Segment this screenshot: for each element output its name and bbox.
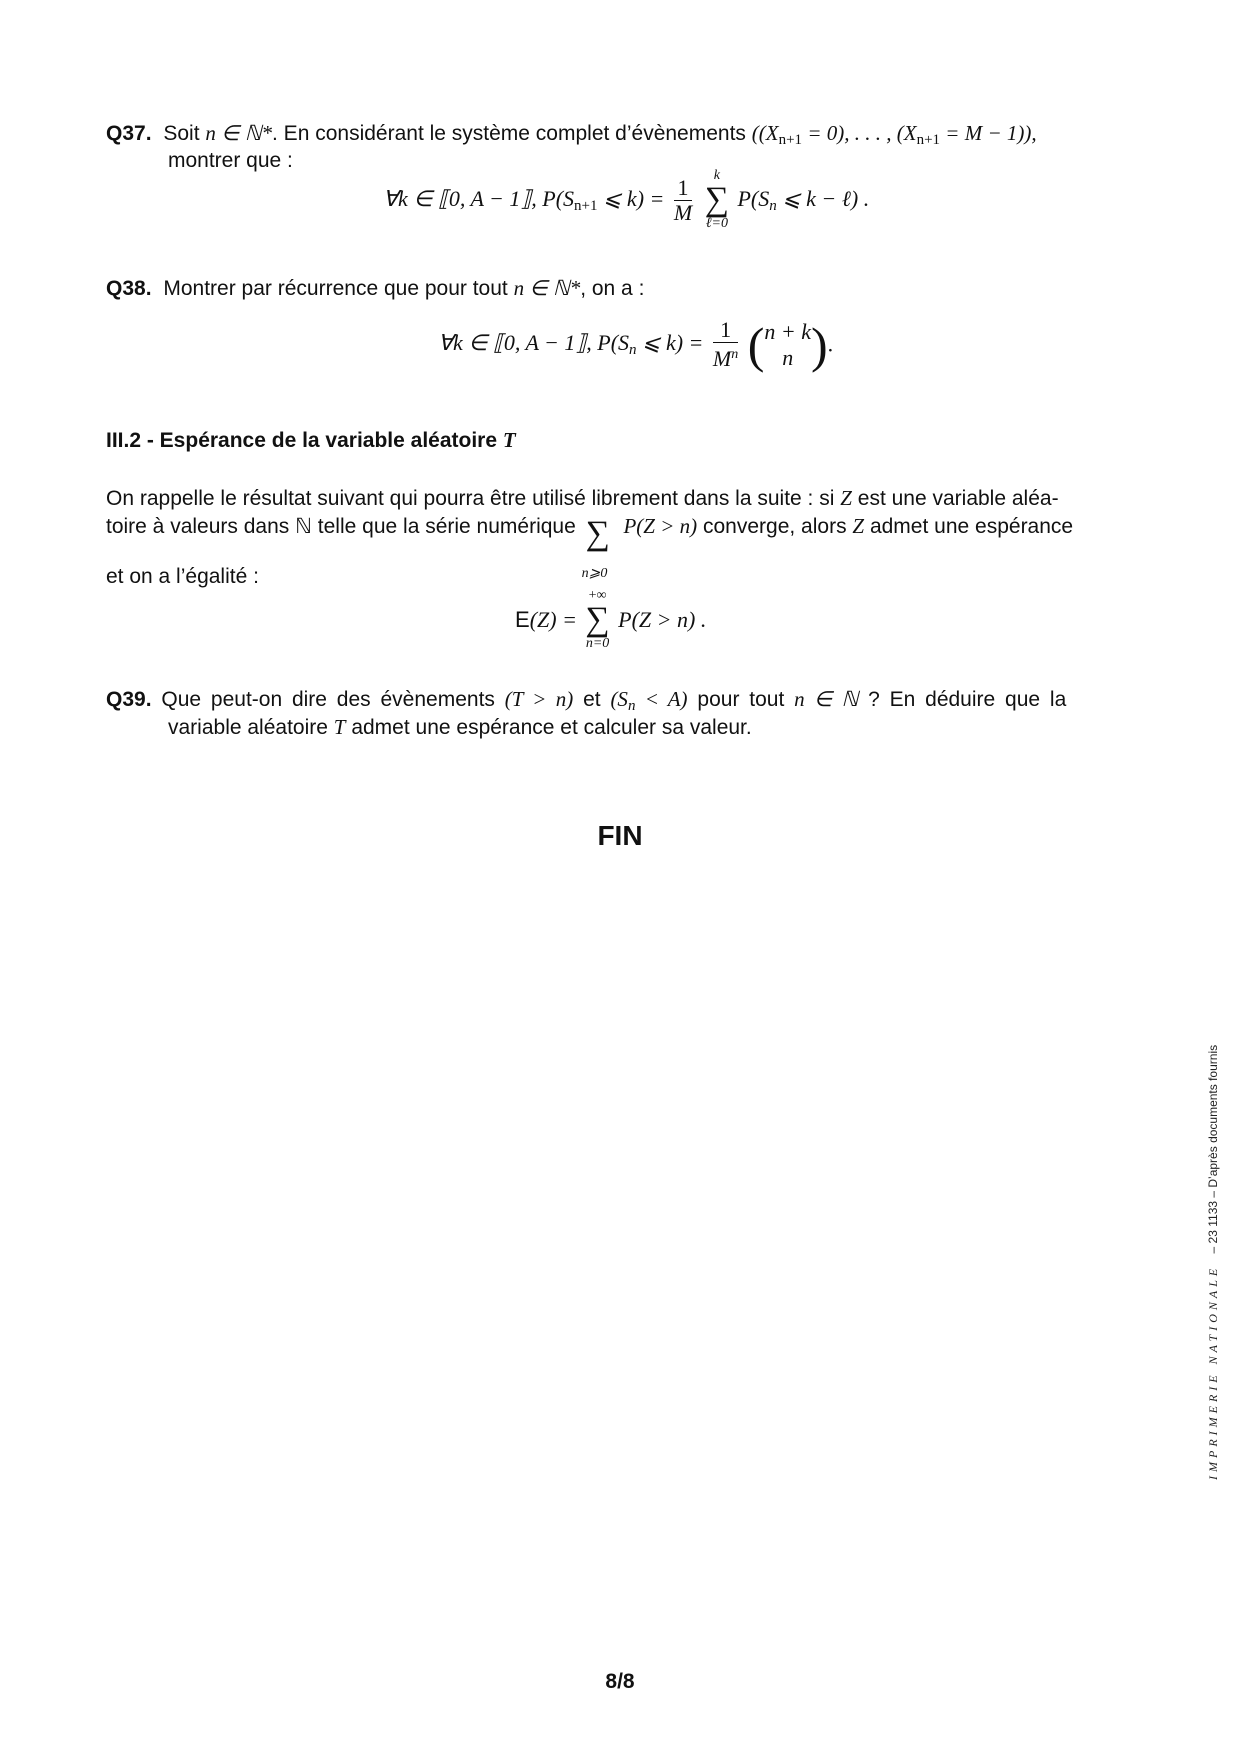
end-label: FIN — [597, 820, 643, 851]
q39-line1: Q39. Que peut-on dire des évènements (T > n) et $(S_n < A)$ pour tout n ∈ ℕ ? En déduire que la — [106, 687, 1067, 714]
section-title: III.2 - Espérance de la variable aléatoire T — [106, 428, 516, 452]
q38-math: n ∈ ℕ* — [513, 276, 581, 300]
printer-credit: IMPRIMERIE NATIONALE – 23 1133 – D’après documents fournis — [1206, 1044, 1220, 1480]
page-number: 8/8 — [605, 1670, 635, 1693]
expectation-formula: E(Z) = +∞ ∑ n=0 P(Z > n) . — [515, 588, 707, 651]
q37-formula: ∀k ∈ ⟦0, A − 1⟧, $P(S_{n+1}$ ⩽ k) = $\frac{1}{M}$ k ∑ ℓ=0 $P(S_n$ ⩽ k − ℓ) . — [383, 168, 870, 231]
q38-label: Q38. — [106, 277, 152, 300]
q38-formula: ∀k ∈ ⟦0, A − 1⟧, $P(S_n$ ⩽ k) = $\frac{1}{M^n}$ ( n + k n ). — [438, 316, 834, 373]
recall-line1: On rappelle le résultat suivant qui pourra être utilisé librement dans la suite : si Z est une variable aléa- — [106, 486, 1059, 510]
q37-intro: Soit — [163, 122, 200, 145]
recall-line2: toire à valeurs dans ℕ telle que la série numérique ∑ n⩾0 P(Z > n) converge, alors Z admet une espérance — [106, 514, 1074, 581]
q37-line2: montrer que : — [168, 149, 293, 172]
q37-label: Q37. — [106, 122, 152, 145]
expectation-sum: +∞ ∑ n=0 — [585, 588, 610, 651]
q38-text: Montrer par récurrence que pour tout — [163, 277, 508, 300]
q37-text-mid: . En considérant le système complet d’évènements — [272, 122, 746, 145]
q38-line1 — [106, 275, 644, 302]
recall-line3: et on a l’égalité : — [106, 565, 259, 588]
q37-fraction: $\frac{1}{M}$ — [673, 174, 693, 225]
q39-line2: variable aléatoire T admet une espérance et calculer sa valeur. — [168, 715, 752, 739]
q38-fraction: $\frac{1}{M^n}$ — [712, 317, 739, 371]
q37-events-math: ($(X_{n+1} = 0)$, . . . , $(X_{n+1} = M - 1)$), — [751, 121, 1037, 148]
q38-text2: , on a : — [580, 277, 645, 300]
q37-intro-math: n ∈ ℕ* — [205, 121, 273, 145]
q37-sum: k ∑ ℓ=0 — [704, 168, 729, 231]
q38-binomial: ( n + k n ) — [747, 316, 828, 373]
q39-label: Q39. — [106, 688, 152, 711]
